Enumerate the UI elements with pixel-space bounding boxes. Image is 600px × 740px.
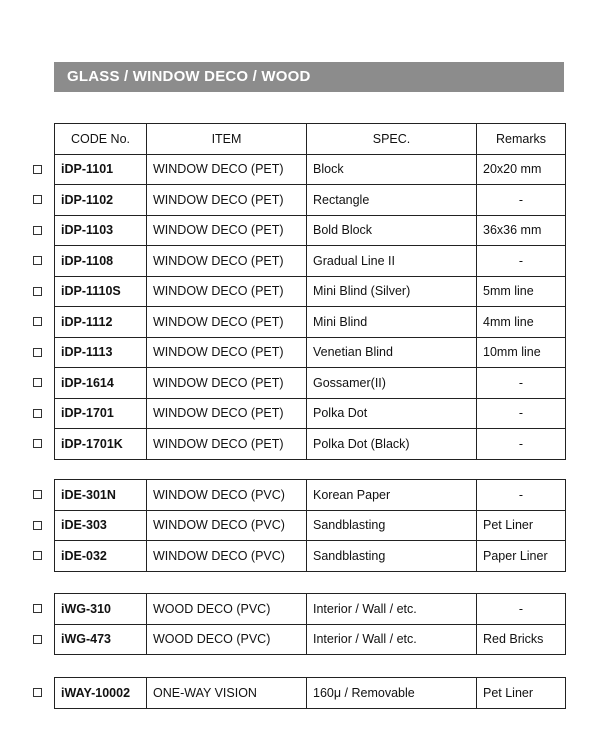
row-checkbox[interactable] [33, 317, 42, 326]
header-spec: SPEC. [307, 124, 477, 155]
code-cell: iDP-1701 [55, 398, 147, 429]
item-cell: WINDOW DECO (PET) [147, 154, 307, 185]
spec-cell: Gossamer(II) [307, 368, 477, 399]
code-cell: iDP-1112 [55, 307, 147, 338]
table-row [55, 594, 566, 625]
code-cell: iDE-032 [55, 541, 147, 572]
item-cell: WINDOW DECO (PET) [147, 398, 307, 429]
remarks-cell: Pet Liner [477, 678, 566, 709]
spec-cell: Polka Dot [307, 398, 477, 429]
code-cell: iWG-473 [55, 624, 147, 655]
header-item: ITEM [147, 124, 307, 155]
item-cell: WINDOW DECO (PET) [147, 368, 307, 399]
item-cell: ONE-WAY VISION [147, 678, 307, 709]
row-checkbox[interactable] [33, 378, 42, 387]
code-cell: iDP-1614 [55, 368, 147, 399]
table-header-row [55, 124, 566, 155]
table-row [55, 154, 566, 185]
spec-cell: Interior / Wall / etc. [307, 594, 477, 625]
product-table-1 [54, 123, 566, 460]
row-checkbox[interactable] [33, 688, 42, 697]
spec-cell: 160μ / Removable [307, 678, 477, 709]
spec-cell: Sandblasting [307, 510, 477, 541]
code-cell: iDP-1113 [55, 337, 147, 368]
item-cell: WINDOW DECO (PET) [147, 276, 307, 307]
row-checkbox[interactable] [33, 439, 42, 448]
item-cell: WINDOW DECO (PET) [147, 307, 307, 338]
item-cell: WOOD DECO (PVC) [147, 594, 307, 625]
product-table-2 [54, 479, 566, 572]
item-cell: WINDOW DECO (PET) [147, 337, 307, 368]
row-checkbox[interactable] [33, 165, 42, 174]
row-checkbox[interactable] [33, 348, 42, 357]
code-cell: iDP-1101 [55, 154, 147, 185]
row-checkbox[interactable] [33, 521, 42, 530]
row-checkbox[interactable] [33, 256, 42, 265]
code-cell: iDE-303 [55, 510, 147, 541]
spec-cell: Sandblasting [307, 541, 477, 572]
remarks-cell: 4mm line [477, 307, 566, 338]
row-checkbox[interactable] [33, 287, 42, 296]
row-checkbox[interactable] [33, 604, 42, 613]
remarks-cell: Paper Liner [477, 541, 566, 572]
item-cell: WINDOW DECO (PVC) [147, 510, 307, 541]
spec-cell: Korean Paper [307, 480, 477, 511]
code-cell: iDP-1103 [55, 215, 147, 246]
product-table-4 [54, 677, 566, 709]
remarks-cell: - [477, 246, 566, 277]
table-row [55, 480, 566, 511]
section-banner: GLASS / WINDOW DECO / WOOD [54, 62, 564, 92]
remarks-cell: - [477, 368, 566, 399]
item-cell: WINDOW DECO (PET) [147, 215, 307, 246]
row-checkbox[interactable] [33, 226, 42, 235]
table-row [55, 246, 566, 277]
code-cell: iWAY-10002 [55, 678, 147, 709]
table-row [55, 398, 566, 429]
item-cell: WINDOW DECO (PVC) [147, 480, 307, 511]
table-row [55, 368, 566, 399]
item-cell: WINDOW DECO (PVC) [147, 541, 307, 572]
row-checkbox[interactable] [33, 635, 42, 644]
table-row [55, 510, 566, 541]
remarks-cell: - [477, 185, 566, 216]
table-row [55, 215, 566, 246]
item-cell: WINDOW DECO (PET) [147, 429, 307, 460]
remarks-cell: 36x36 mm [477, 215, 566, 246]
item-cell: WINDOW DECO (PET) [147, 246, 307, 277]
code-cell: iDE-301N [55, 480, 147, 511]
spec-cell: Bold Block [307, 215, 477, 246]
remarks-cell: 10mm line [477, 337, 566, 368]
spec-cell: Rectangle [307, 185, 477, 216]
code-cell: iDP-1108 [55, 246, 147, 277]
spec-cell: Venetian Blind [307, 337, 477, 368]
spec-cell: Gradual Line II [307, 246, 477, 277]
remarks-cell: - [477, 480, 566, 511]
spec-cell: Interior / Wall / etc. [307, 624, 477, 655]
table-row [55, 541, 566, 572]
remarks-cell: - [477, 594, 566, 625]
item-cell: WINDOW DECO (PET) [147, 185, 307, 216]
table-row [55, 337, 566, 368]
table-row [55, 276, 566, 307]
spec-cell: Polka Dot (Black) [307, 429, 477, 460]
table-row [55, 307, 566, 338]
code-cell: iDP-1110S [55, 276, 147, 307]
code-cell: iDP-1102 [55, 185, 147, 216]
row-checkbox[interactable] [33, 409, 42, 418]
product-table-3 [54, 593, 566, 655]
remarks-cell: Red Bricks [477, 624, 566, 655]
remarks-cell: 20x20 mm [477, 154, 566, 185]
item-cell: WOOD DECO (PVC) [147, 624, 307, 655]
table-row [55, 185, 566, 216]
table-row [55, 624, 566, 655]
header-code: CODE No. [55, 124, 147, 155]
header-remarks: Remarks [477, 124, 566, 155]
remarks-cell: 5mm line [477, 276, 566, 307]
spec-cell: Block [307, 154, 477, 185]
remarks-cell: - [477, 429, 566, 460]
spec-cell: Mini Blind (Silver) [307, 276, 477, 307]
table-row [55, 429, 566, 460]
table-row [55, 678, 566, 709]
remarks-cell: - [477, 398, 566, 429]
row-checkbox[interactable] [33, 551, 42, 560]
spec-cell: Mini Blind [307, 307, 477, 338]
row-checkbox[interactable] [33, 490, 42, 499]
code-cell: iWG-310 [55, 594, 147, 625]
row-checkbox[interactable] [33, 195, 42, 204]
remarks-cell: Pet Liner [477, 510, 566, 541]
code-cell: iDP-1701K [55, 429, 147, 460]
